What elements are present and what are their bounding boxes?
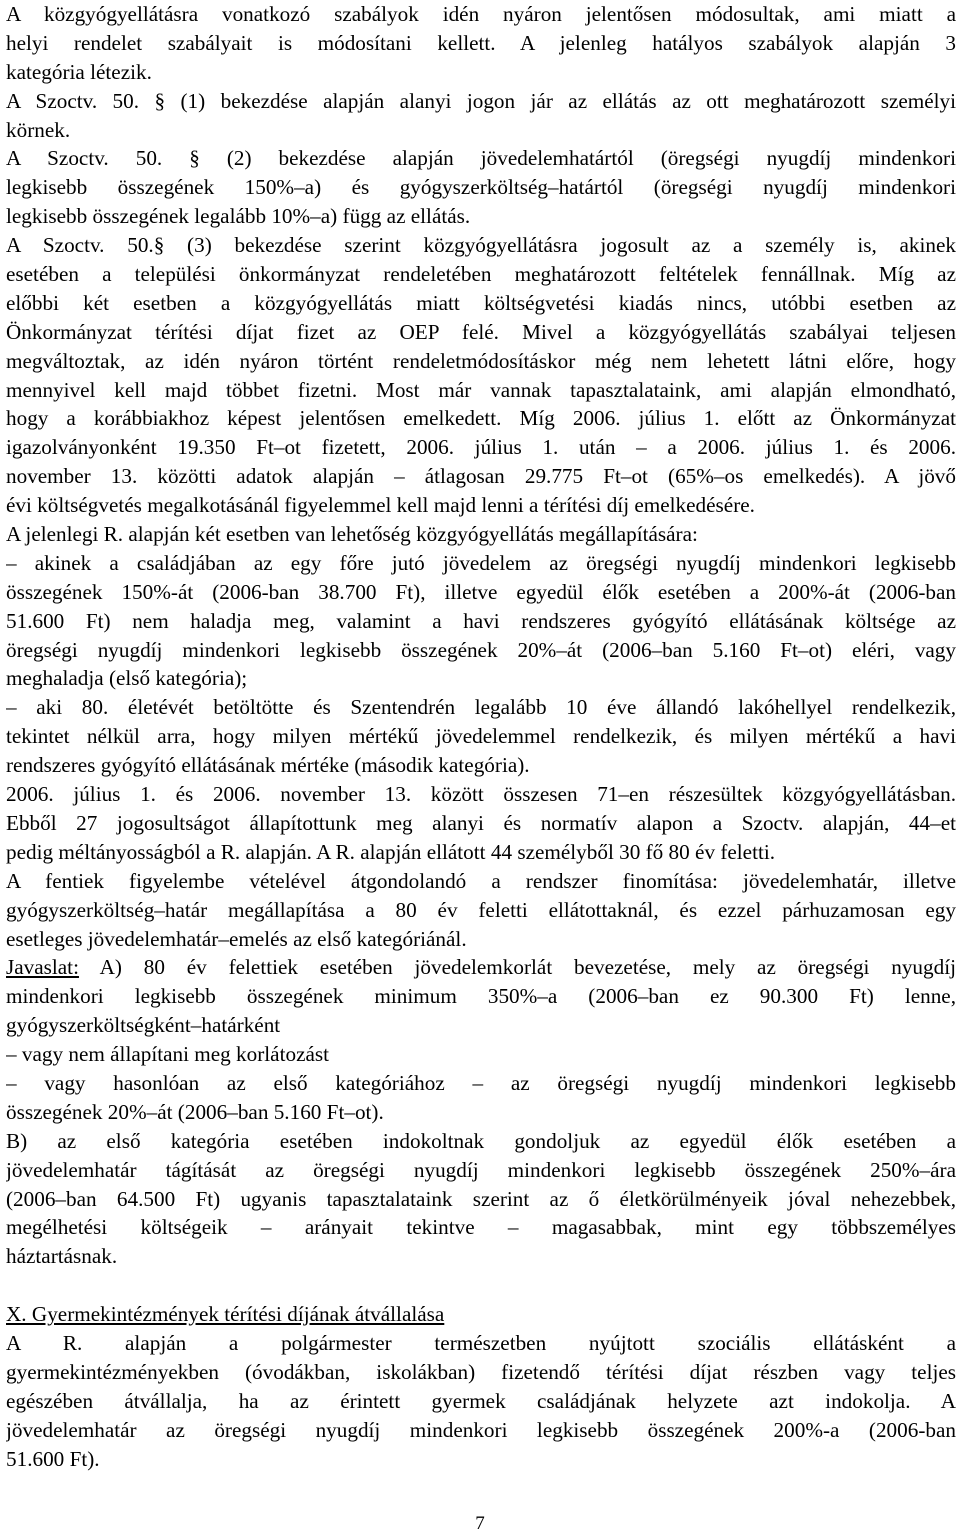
text-line <box>6 1127 956 1156</box>
text-line <box>6 462 956 491</box>
line-text: rendszeres gyógyító ellátásának mértéke (második kategória). <box>6 753 530 778</box>
text-line <box>6 1156 956 1185</box>
line-text: A Szoctv. 50. § (2) bekezdése alapján jövedelemhatártól (öregségi nyugdíj mindenkori <box>6 146 956 171</box>
text-line <box>6 87 956 116</box>
line-text: háztartásnak. <box>6 1244 118 1269</box>
line-text: esetleges jövedelemhatár–emelés az első kategóriánál. <box>6 926 467 951</box>
line-text: A Szoctv. 50. § (1) bekezdése alapján alanyi jogon jár az ellátás az ott meghatározott személyi <box>6 88 956 113</box>
text-line <box>6 896 956 925</box>
line-text: hogy a korábbiakhoz képest jelentősen emelkedett. Míg 2006. július 1. előtt az Önkormányzat <box>6 406 956 431</box>
line-text: (2006–ban 64.500 Ft) ugyanis tapasztalataink szerint az ő életkörülményeik jóval nehezebbek, <box>6 1186 956 1211</box>
text-line <box>6 1445 956 1474</box>
text-line <box>6 1358 956 1387</box>
text-line <box>6 491 956 520</box>
line-text: Ebből 27 jogosultságot állapítottunk meg alanyi és normatív alapon a Szoctv. alapján, 44–et <box>6 810 956 835</box>
text-line <box>6 607 956 636</box>
text-line <box>6 347 956 376</box>
text-line <box>6 376 956 405</box>
text-line <box>6 0 956 29</box>
line-text: – aki 80. életévét betöltötte és Szentendrén legalább 10 éve állandó lakóhellyel rendelkezik, <box>6 695 956 720</box>
underlined-label: Javaslat: <box>6 955 79 980</box>
text-line <box>6 289 956 318</box>
text-line <box>6 318 956 347</box>
text-line <box>6 1387 956 1416</box>
paragraph-gap <box>6 1271 956 1300</box>
line-text: 51.600 Ft). <box>6 1446 100 1471</box>
text-line <box>6 433 956 462</box>
line-text: – vagy hasonlóan az első kategóriához – az öregségi nyugdíj mindenkori legkisebb <box>6 1070 956 1095</box>
text-line <box>6 202 956 231</box>
text-line <box>6 693 956 722</box>
line-text: 2006. július 1. és 2006. november 13. között összesen 71–en részesültek közgyógyellátásban. <box>6 782 956 807</box>
line-text: évi költségvetés megalkotásánál figyelemmel kell majd lenni a térítési díj emelkedésére. <box>6 493 755 518</box>
text-line <box>6 520 956 549</box>
text-line <box>6 867 956 896</box>
text-line <box>6 780 956 809</box>
underlined-label: X. Gyermekintézmények térítési díjának átvállalása <box>6 1302 445 1327</box>
line-text: mennyivel kell majd többet fizetni. Most már vannak tapasztalataink, ami alapján elmondható, <box>6 377 956 402</box>
text-line <box>6 1213 956 1242</box>
document-page <box>6 0 956 1473</box>
text-line <box>6 144 956 173</box>
line-text: A fentiek figyelembe vételével átgondolandó a rendszer finomítása: jövedelemhatár, illetve <box>6 868 956 893</box>
text-line <box>6 1329 956 1358</box>
text-line <box>6 809 956 838</box>
line-text: legkisebb összegének legalább 10%–a) függ az ellátás. <box>6 204 471 229</box>
line-text: megváltoztak, az idén nyáron történt rendeletmódosításkor még nem lehetett látni előre, hogy <box>6 348 956 373</box>
text-line <box>6 549 956 578</box>
line-text: egészében átvállalja, ha az érintett gyermek családjának helyzete azt indokolja. A <box>6 1388 956 1413</box>
line-text: Önkormányzat térítési díjat fizet az OEP felé. Mivel a közgyógyellátás szabályai teljesen <box>6 319 956 344</box>
line-text: gyermekintézményekben (óvodákban, iskolákban) fizetendő térítési díjat részben vagy teljes <box>6 1359 956 1384</box>
line-text: tekintet nélkül arra, hogy milyen mértékű jövedelemmel rendelkezik, és milyen mértékű a havi <box>6 724 956 749</box>
text-line <box>6 982 956 1011</box>
line-text: körnek. <box>6 117 71 142</box>
line-text: jövedelemhatár az öregségi nyugdíj mindenkori legkisebb összegének 200%-a (2006-ban <box>6 1417 956 1442</box>
line-text: összegének 20%–át (2006–ban 5.160 Ft–ot). <box>6 1099 384 1124</box>
text-line <box>6 953 956 982</box>
line-text: – akinek a családjában az egy főre jutó jövedelem az öregségi nyugdíj mindenkori legkisebb <box>6 550 956 575</box>
line-text: – vagy nem állapítani meg korlátozást <box>6 1042 330 1067</box>
text-line <box>6 1242 956 1271</box>
line-text: meghaladja (első kategória); <box>6 666 248 691</box>
line-text: pedig méltányosságból a R. alapján. A R. alapján ellátott 44 személyből 30 fő 80 év feletti. <box>6 839 776 864</box>
line-text: A R. alapján a polgármester természetben nyújtott szociális ellátásként a <box>6 1330 956 1355</box>
text-line <box>6 751 956 780</box>
line-text: A) 80 év felettiek esetében jövedelemkorlát bevezetése, mely az öregségi nyugdíj <box>78 955 956 980</box>
text-line <box>6 1185 956 1214</box>
page-number: 7 <box>475 1513 485 1534</box>
line-text: A Szoctv. 50.§ (3) bekezdése szerint közgyógyellátásra jogosult az a személy is, akinek <box>6 233 956 258</box>
text-line <box>6 29 956 58</box>
text-line <box>6 173 956 202</box>
text-line <box>6 722 956 751</box>
line-text: november 13. közötti adatok alapján – átlagosan 29.775 Ft–ot (65%–os emelkedés). A jövő <box>6 464 956 489</box>
text-line <box>6 1416 956 1445</box>
line-text: előbbi két esetben a közgyógyellátás miatt költségvetési kiadás nincs, utóbbi esetben az <box>6 290 956 315</box>
line-text: A jelenlegi R. alapján két esetben van lehetőség közgyógyellátás megállapítására: <box>6 522 698 547</box>
text-line <box>6 925 956 954</box>
line-text: gyógyszerköltség–határ megállapítása a 80 év feletti ellátottaknál, és ezzel párhuzamosan egy <box>6 897 956 922</box>
line-text: helyi rendelet szabályait is módosítani kellett. A jelenleg hatályos szabályok alapján 3 <box>6 30 956 55</box>
line-text: 51.600 Ft) nem haladja meg, valamint a havi rendszeres gyógyító ellátásának költsége az <box>6 608 956 633</box>
text-line <box>6 664 956 693</box>
text-line <box>6 636 956 665</box>
text-line <box>6 1098 956 1127</box>
line-text: mindenkori legkisebb összegének minimum 350%–a (2006–ban ez 90.300 Ft) lenne, <box>6 984 956 1009</box>
line-text: gyógyszerköltségként–határként <box>6 1013 281 1038</box>
line-text: esetében a települési önkormányzat rendeletében meghatározott feltételek fennállnak. Míg az <box>6 262 956 287</box>
line-text: kategória létezik. <box>6 59 152 84</box>
section-heading <box>6 1300 956 1329</box>
text-line <box>6 838 956 867</box>
text-line <box>6 1040 956 1069</box>
text-line <box>6 1011 956 1040</box>
text-line <box>6 578 956 607</box>
line-text: öregségi nyugdíj mindenkori legkisebb összegének 20%–át (2006–ban 5.160 Ft–ot) eléri, vagy <box>6 637 956 662</box>
line-text: jövedelemhatár tágítását az öregségi nyugdíj mindenkori legkisebb összegének 250%–ára <box>6 1157 956 1182</box>
line-text: legkisebb összegének 150%–a) és gyógyszerköltség–határtól (öregségi nyugdíj mindenkori <box>6 175 956 200</box>
line-text: megélhetési költségeik – arányait tekintve – magasabbak, mint egy többszemélyes <box>6 1215 956 1240</box>
text-line <box>6 116 956 145</box>
line-text: B) az első kategória esetében indokoltnak gondoljuk az egyedül élők esetében a <box>6 1128 956 1153</box>
line-text: igazolványonként 19.350 Ft–ot fizetett, 2006. július 1. után – a 2006. július 1. és 2006. <box>6 435 956 460</box>
text-line <box>6 260 956 289</box>
text-line <box>6 231 956 260</box>
text-line <box>6 1069 956 1098</box>
line-text: összegének 150%-át (2006-ban 38.700 Ft), illetve egyedül élők esetében a 200%-át (2006-ban <box>6 579 956 604</box>
text-line <box>6 58 956 87</box>
text-line <box>6 404 956 433</box>
line-text: A közgyógyellátásra vonatkozó szabályok idén nyáron jelentősen módosultak, ami miatt a <box>6 2 956 26</box>
